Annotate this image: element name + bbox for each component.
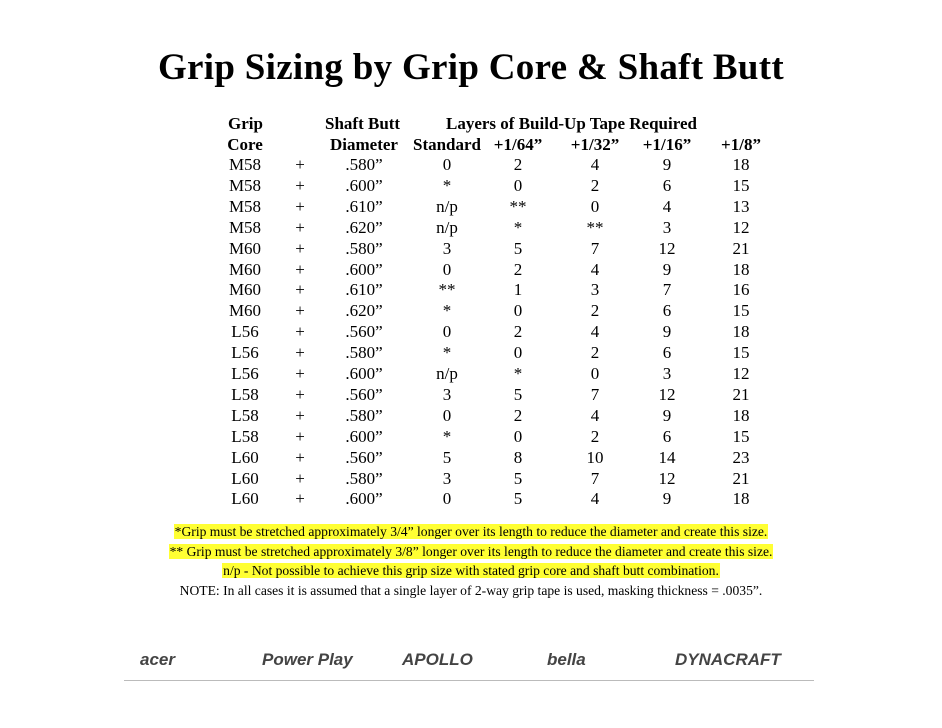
table-cell: 2 [590,343,600,363]
table-cell: ** [438,280,456,300]
table-cell: 7 [590,238,600,258]
table-cell: 0 [442,259,452,279]
table-cell: + [295,259,305,279]
table-cell: 4 [590,259,600,279]
table-cell: 18 [732,259,750,279]
sponsor-logo: Power Play [262,650,353,669]
table-cell: 18 [732,489,750,509]
table-cell: M60 [228,280,262,300]
table-cell: .600” [345,259,383,279]
table-cell: 1 [513,280,523,300]
sponsor-logo: APOLLO [402,650,473,669]
table-cell: 3 [590,280,600,300]
table-cell: .560” [345,447,383,467]
table-cell: L56 [231,364,259,383]
table-cell: 7 [590,384,600,404]
table-cell: 2 [513,259,523,279]
table-cell: 3 [442,238,452,258]
table-cell: 4 [590,155,600,174]
table-cell: + [295,447,305,467]
sponsor-logos [0,640,942,690]
table-cell: .580” [345,155,383,174]
table-cell: 2 [590,301,600,321]
table-cell: 7 [590,468,600,488]
sponsor-logo: DYNACRAFT [675,650,781,669]
table-cell: + [295,175,305,195]
table-cell: 15 [732,301,750,321]
table-cell: 18 [732,322,750,342]
table-cell: 21 [732,238,750,258]
table-cell: 9 [662,405,672,425]
table-cell: 6 [662,175,672,195]
table-cell: .600” [345,489,383,509]
table-cell: 12 [732,217,750,237]
table-cell: 18 [732,155,750,174]
table-cell: 3 [442,468,452,488]
table-cell: 9 [662,155,672,174]
table-cell: n/p [436,196,458,216]
table-cell: 6 [662,343,672,363]
table-cell: 2 [513,405,523,425]
table-cell: + [295,301,305,321]
table-cell: 0 [442,405,452,425]
table-cell: 5 [513,384,523,404]
header-cell: Core [227,135,263,154]
table-cell: n/p [436,364,458,383]
table-cell: + [295,489,305,509]
table-cell: 12 [732,364,750,383]
table-cell: .580” [345,238,383,258]
table-cell: + [295,343,305,363]
footnote-line [0,524,942,540]
table-cell: M60 [228,301,262,321]
table-cell: 2 [590,426,600,446]
table-cell: 0 [513,426,523,446]
table-cell: 4 [590,489,600,509]
table-cell: 10 [586,447,604,467]
table-cell: 21 [732,384,750,404]
table-cell: 4 [590,322,600,342]
table-cell: .560” [345,322,383,342]
page-title: Grip Sizing by Grip Core & Shaft Butt [157,47,785,88]
table-cell: 23 [732,447,750,467]
table-cell: * [442,426,452,446]
table-cell: 0 [442,489,452,509]
table-cell: 6 [662,426,672,446]
table-cell: + [295,217,305,237]
table-cell: .620” [345,301,383,321]
table-cell: 9 [662,259,672,279]
table-cell: + [295,280,305,300]
table-cell: M60 [228,238,262,258]
table-cell: + [295,364,305,383]
table-cell: L60 [231,447,259,467]
table-cell: 3 [662,217,672,237]
table-cell: M58 [228,175,262,195]
table-cell: M58 [228,155,262,174]
table-cell: + [295,426,305,446]
table-cell: + [295,238,305,258]
header-cell: +1/16” [642,135,692,154]
table-cell: + [295,384,305,404]
table-cell: M58 [228,196,262,216]
table-cell: 0 [513,175,523,195]
table-cell: 12 [658,468,676,488]
table-cell: * [513,364,523,383]
table-cell: M60 [228,259,262,279]
table-cell: 21 [732,468,750,488]
footnote-text: *Grip must be stretched approximately 3/4” longer over its length to reduce the diameter and create this size. [174,524,768,539]
table-cell: 7 [662,280,672,300]
table-cell: 2 [513,322,523,342]
table-cell: 5 [513,468,523,488]
header-cell: +1/64” [493,135,543,154]
header-grip: Grip [228,114,263,133]
footer-divider [124,680,814,681]
table-cell: .600” [345,364,383,383]
table-cell: 0 [442,155,452,174]
table-cell: 0 [513,343,523,363]
header-cell: +1/32” [570,135,620,154]
table-cell: 16 [732,280,750,300]
table-cell: .580” [345,405,383,425]
table-cell: L56 [231,343,259,363]
table-cell: 8 [513,447,523,467]
table-cell: L58 [231,426,259,446]
table-cell: * [442,343,452,363]
footnote-line [0,583,942,599]
table-cell: L56 [231,322,259,342]
table-cell: 2 [513,155,523,174]
table-cell: .600” [345,175,383,195]
table-cell: 5 [513,489,523,509]
table-cell: * [442,301,452,321]
table-cell: L58 [231,384,259,404]
table-cell: * [442,175,452,195]
table-cell: 12 [658,238,676,258]
table-cell: ** [509,196,527,216]
table-cell: 13 [732,196,750,216]
header-layers: Layers of Build-Up Tape Required [446,114,697,133]
footnote-text: n/p - Not possible to achieve this grip size with stated grip core and shaft butt combination. [223,563,719,578]
table-cell: M58 [228,217,262,237]
table-cell: 9 [662,322,672,342]
table-cell: + [295,405,305,425]
table-cell: 9 [662,489,672,509]
table-cell: 5 [442,447,452,467]
table-cell: 3 [662,364,672,383]
table-cell: .610” [345,196,383,216]
table-cell: 4 [662,196,672,216]
table-cell: 15 [732,343,750,363]
table-cell: .620” [345,217,383,237]
table-cell: 15 [732,426,750,446]
sponsor-logo: acer [140,650,175,669]
footnote-line [0,544,942,560]
table-cell: .610” [345,280,383,300]
table-cell: 4 [590,405,600,425]
table-cell: + [295,196,305,216]
table-cell: .580” [345,343,383,363]
footnote-line [0,563,942,579]
table-cell: 2 [590,175,600,195]
table-cell: * [513,217,523,237]
table-cell: .580” [345,468,383,488]
table-cell: .600” [345,426,383,446]
table-cell: .560” [345,384,383,404]
sponsor-logo: bella [547,650,586,669]
table-cell: 3 [442,384,452,404]
header-shaft-butt: Shaft Butt [325,114,401,133]
header-cell: +1/8” [721,135,761,154]
table-cell: 5 [513,238,523,258]
table-cell: + [295,155,305,174]
table-cell: n/p [436,217,458,237]
table-cell: L60 [231,468,259,488]
table-cell: 12 [658,384,676,404]
table-cell: L60 [231,489,259,509]
footnote-text: NOTE: In all cases it is assumed that a single layer of 2-way grip tape is used, masking thickness = .0035”. [179,582,763,598]
table-cell: + [295,468,305,488]
table-cell: + [295,322,305,342]
table-cell: 15 [732,175,750,195]
table-cell: 0 [442,322,452,342]
table-cell: 14 [658,447,676,467]
table-cell: 0 [590,364,600,383]
header-cell: Standard [412,135,482,154]
table-cell: 0 [513,301,523,321]
header-cell: Diameter [330,135,398,154]
table-cell: 18 [732,405,750,425]
footnote-text: ** Grip must be stretched approximately 3/8” longer over its length to reduce the diameter and create this size. [169,543,773,559]
table-cell: L58 [231,405,259,425]
table-cell: 0 [590,196,600,216]
table-cell: 6 [662,301,672,321]
table-cell: ** [586,217,604,237]
